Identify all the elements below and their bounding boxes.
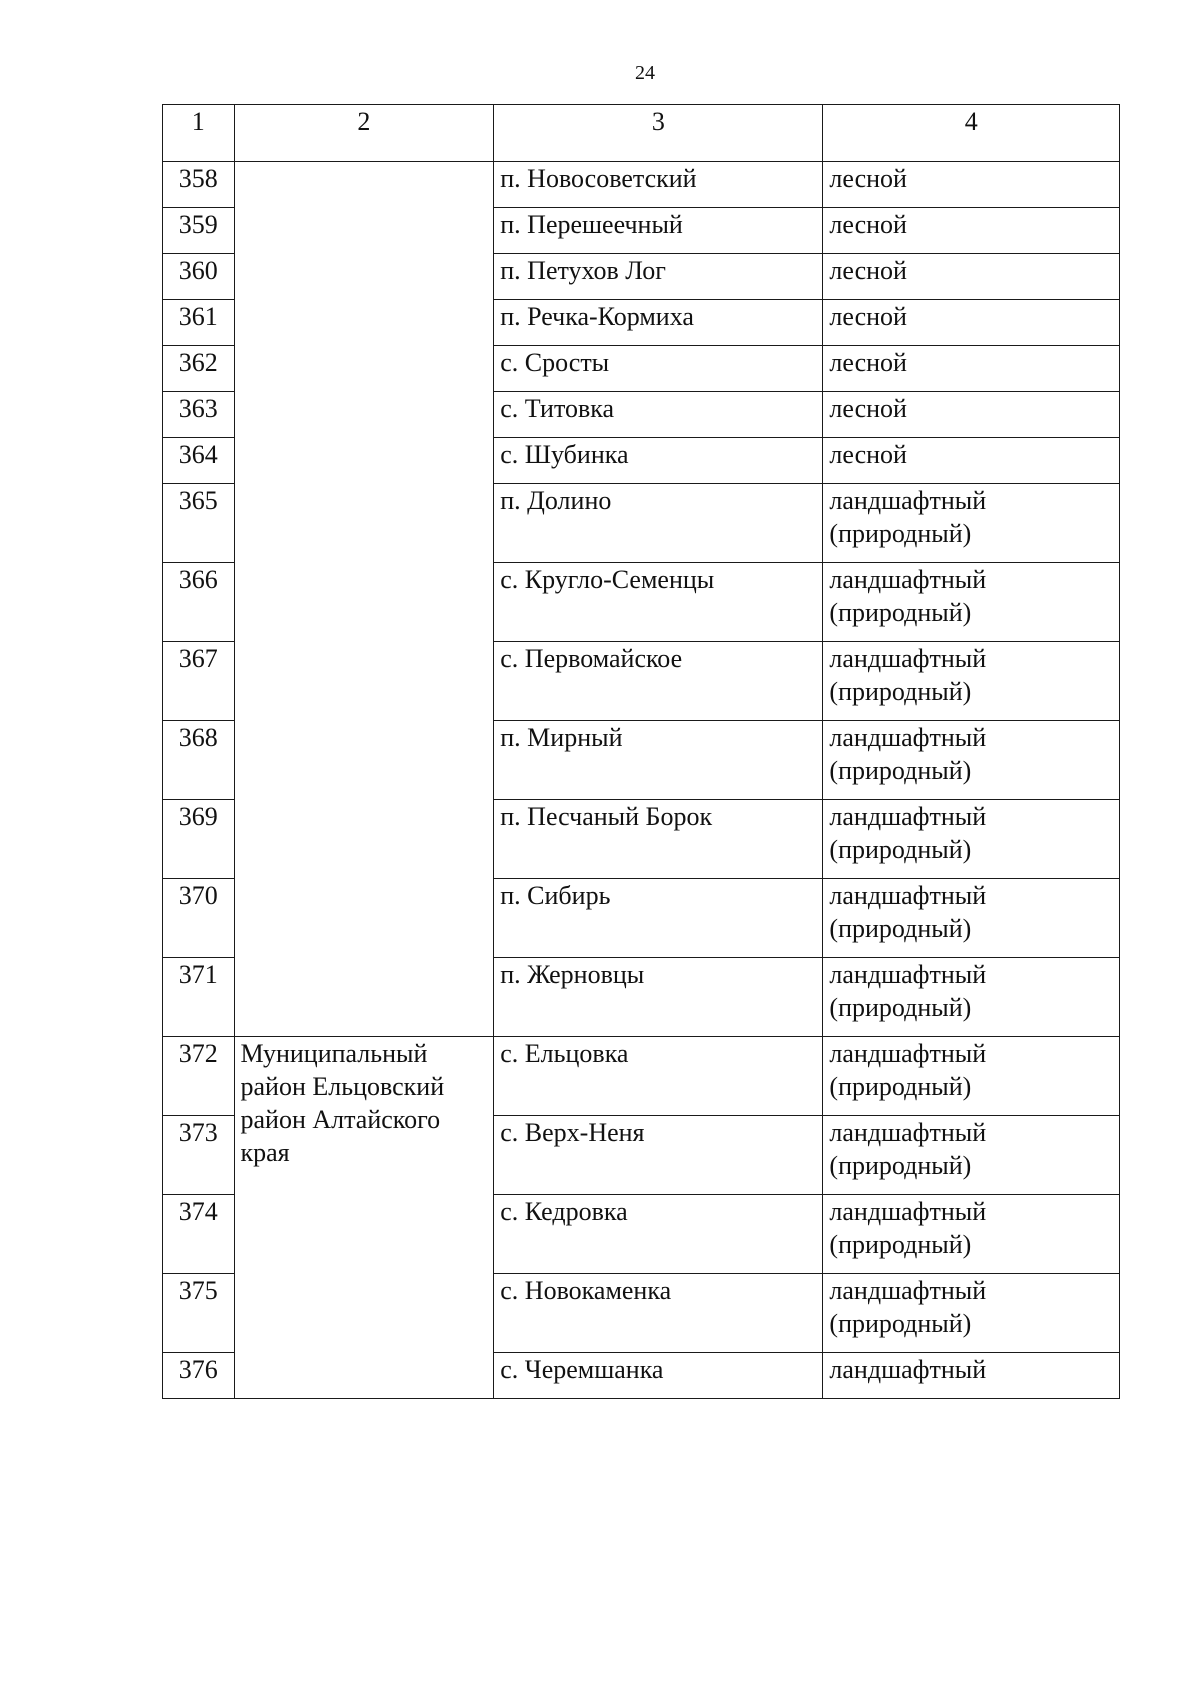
locality-type: ландшафтный (природный)	[823, 721, 1120, 800]
locality-name: с. Шубинка	[494, 438, 823, 484]
locality-name: с. Сросты	[494, 346, 823, 392]
row-number: 366	[163, 563, 235, 642]
header-col-2: 2	[234, 105, 494, 162]
locality-type: ландшафтный (природный)	[823, 1037, 1120, 1116]
locality-name: п. Песчаный Борок	[494, 800, 823, 879]
locality-type: ландшафтный (природный)	[823, 1195, 1120, 1274]
district-name: Муниципальный район Ельцовский район Алтайского края	[234, 1037, 494, 1399]
row-number: 376	[163, 1353, 235, 1399]
header-col-3: 3	[494, 105, 823, 162]
locality-type: лесной	[823, 346, 1120, 392]
locality-type: лесной	[823, 162, 1120, 208]
locality-name: п. Перешеечный	[494, 208, 823, 254]
row-number: 360	[163, 254, 235, 300]
page-number: 24	[635, 62, 655, 84]
row-number: 372	[163, 1037, 235, 1116]
locality-type: лесной	[823, 208, 1120, 254]
table-header-row	[163, 105, 1120, 162]
row-number: 361	[163, 300, 235, 346]
table-row	[163, 1037, 1120, 1116]
locality-name: п. Долино	[494, 484, 823, 563]
row-number: 364	[163, 438, 235, 484]
row-number: 365	[163, 484, 235, 563]
row-number: 362	[163, 346, 235, 392]
row-number: 370	[163, 879, 235, 958]
row-number: 359	[163, 208, 235, 254]
locality-type: ландшафтный (природный)	[823, 1274, 1120, 1353]
row-number: 371	[163, 958, 235, 1037]
locality-name: п. Новосоветский	[494, 162, 823, 208]
locality-type: лесной	[823, 300, 1120, 346]
row-number: 363	[163, 392, 235, 438]
table-row	[163, 162, 1120, 208]
locality-name: с. Верх-Неня	[494, 1116, 823, 1195]
locality-type: ландшафтный	[823, 1353, 1120, 1399]
row-number: 367	[163, 642, 235, 721]
locality-name: п. Жерновцы	[494, 958, 823, 1037]
row-number: 358	[163, 162, 235, 208]
locality-name: п. Петухов Лог	[494, 254, 823, 300]
row-number: 369	[163, 800, 235, 879]
header-col-4: 4	[823, 105, 1120, 162]
locality-type: ландшафтный (природный)	[823, 563, 1120, 642]
table-body	[163, 162, 1120, 1399]
locality-name: п. Сибирь	[494, 879, 823, 958]
locality-name: с. Первомайское	[494, 642, 823, 721]
district-name	[234, 162, 494, 1037]
row-number: 368	[163, 721, 235, 800]
locality-name: с. Титовка	[494, 392, 823, 438]
locality-type: ландшафтный (природный)	[823, 484, 1120, 563]
row-number: 375	[163, 1274, 235, 1353]
locality-type: ландшафтный (природный)	[823, 1116, 1120, 1195]
locality-type: ландшафтный (природный)	[823, 642, 1120, 721]
locality-name: с. Кедровка	[494, 1195, 823, 1274]
locality-type: ландшафтный (природный)	[823, 879, 1120, 958]
locality-name: с. Новокаменка	[494, 1274, 823, 1353]
locality-name: с. Ельцовка	[494, 1037, 823, 1116]
locality-type: лесной	[823, 392, 1120, 438]
header-col-1: 1	[163, 105, 235, 162]
locality-type: ландшафтный (природный)	[823, 800, 1120, 879]
locality-type: лесной	[823, 438, 1120, 484]
locality-name: п. Речка-Кормиха	[494, 300, 823, 346]
locality-name: п. Мирный	[494, 721, 823, 800]
locality-name: с. Кругло-Семенцы	[494, 563, 823, 642]
locality-type: ландшафтный (природный)	[823, 958, 1120, 1037]
row-number: 373	[163, 1116, 235, 1195]
settlements-table	[162, 104, 1120, 1399]
locality-type: лесной	[823, 254, 1120, 300]
locality-name: с. Черемшанка	[494, 1353, 823, 1399]
row-number: 374	[163, 1195, 235, 1274]
